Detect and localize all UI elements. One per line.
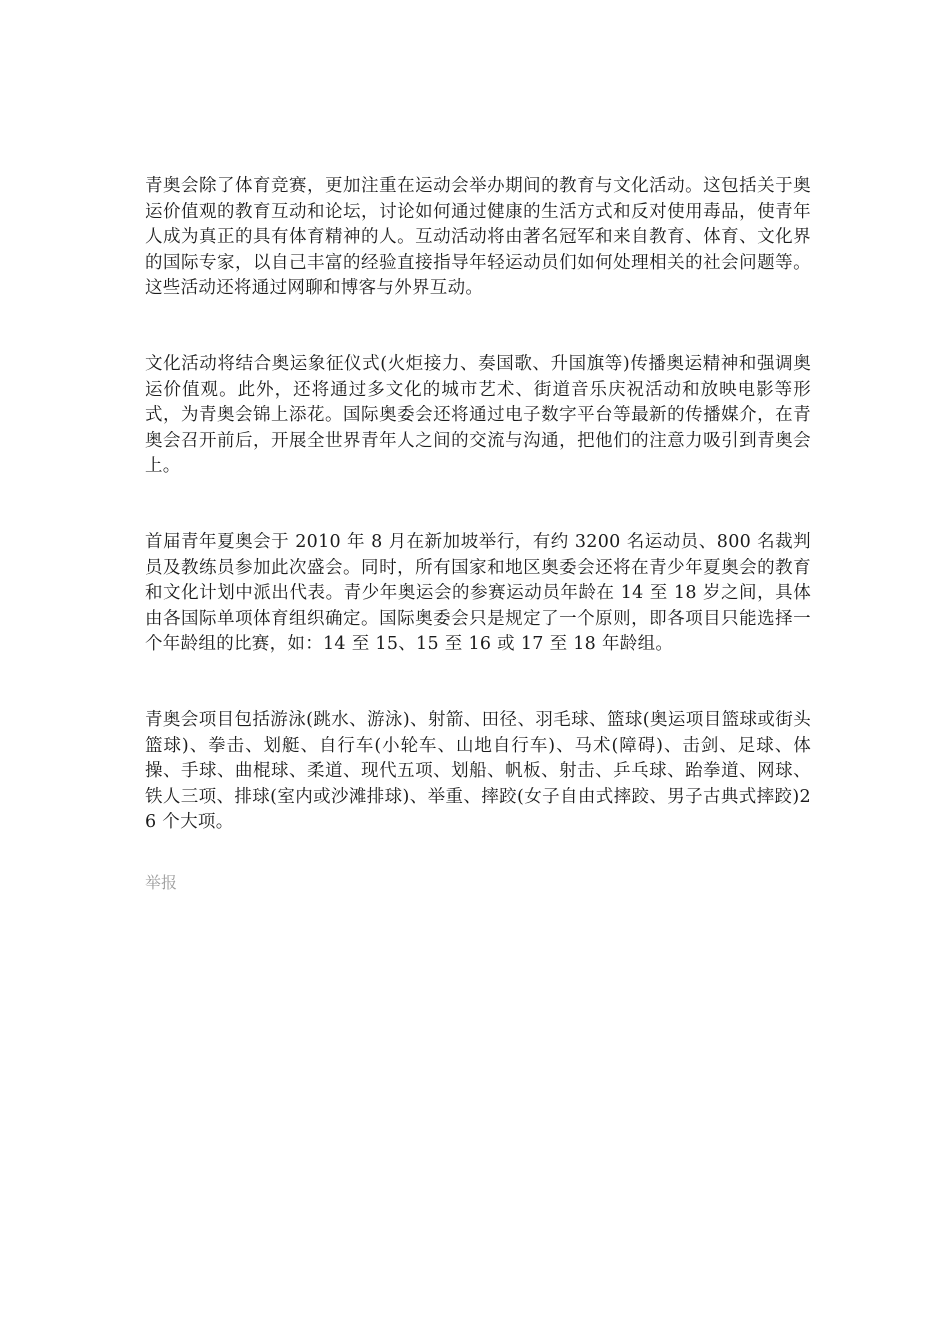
paragraph-education-culture: 青奥会除了体育竞赛，更加注重在运动会举办期间的教育与文化活动。这包括关于奥运价值观的教育互动和论坛，讨论如何通过健康的生活方式和反对使用毒品，使青年人成为真正的具有体育精神的人。互动活动将由著名冠军和来自教育、体育、文化界的国际专家，以自己丰富的经验直接指导年轻运动员们如何处理相关的社会问题等。这些活动还将通过网聊和博客与外界互动。 bbox=[145, 176, 811, 299]
paragraph-spacer bbox=[145, 480, 811, 530]
paragraph-spacer bbox=[145, 302, 811, 352]
paragraph-first-summer-games: 首届青年夏奥会于 2010 年 8 月在新加坡举行，有约 3200 名运动员、800 名裁判员及教练员参加此次盛会。同时，所有国家和地区奥委会还将在青少年夏奥会的教育和文化计划中派出代表。青少年奥运会的参赛运动员年龄在 14 至 18 岁之间，具体由各国际单项体育组织确定。国际奥委会只是规定了一个原则，即各项目只能选择一个年龄组的比赛，如：14 至 15、15 至 16 或 17 至 18 年龄组。 bbox=[145, 531, 811, 655]
report-link[interactable]: 举报 bbox=[145, 873, 178, 892]
article-body bbox=[145, 174, 811, 836]
paragraph-spacer bbox=[145, 658, 811, 708]
paragraph-cultural-activities: 文化活动将结合奥运象征仪式(火炬接力、奏国歌、升国旗等)传播奥运精神和强调奥运价值观。此外，还将通过多文化的城市艺术、街道音乐庆祝活动和放映电影等形式，为青奥会锦上添花。国际奥委会还将通过电子数字平台等最新的传播媒介，在青奥会召开前后，开展全世界青年人之间的交流与沟通，把他们的注意力吸引到青奥会上。 bbox=[145, 353, 811, 477]
paragraph-sports-list: 青奥会项目包括游泳(跳水、游泳)、射箭、田径、羽毛球、篮球(奥运项目篮球或街头篮球)、拳击、划艇、自行车(小轮车、山地自行车)、马术(障碍)、击剑、足球、体操、手球、曲棍球、柔道、现代五项、划船、帆板、射击、乒乓球、跆拳道、网球、铁人三项、排球(室内或沙滩排球)、举重、摔跤(女子自由式摔跤、男子古典式摔跤)26 个大项。 bbox=[145, 709, 811, 833]
